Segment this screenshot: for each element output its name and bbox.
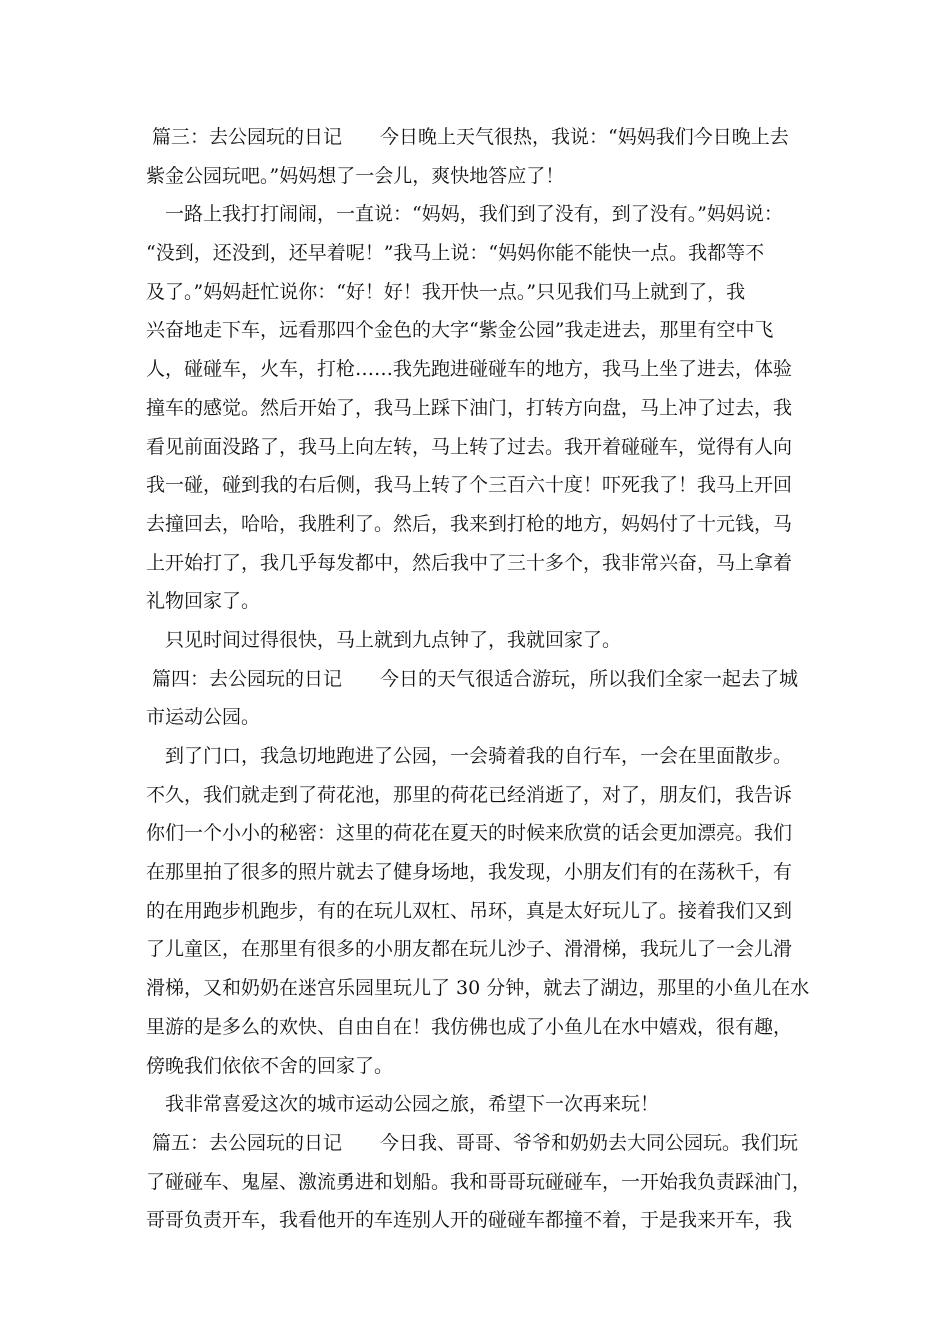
text-line: 市运动公园。 — [146, 706, 261, 729]
text-line: 在那里拍了很多的照片就去了健身场地，我发现，小朋友们有的在荡秋千，有 — [146, 861, 793, 884]
text-line: 滑梯，又和奶奶在迷宫乐园里玩儿了 30 分钟，就去了湖边，那里的小鱼儿在水 — [146, 977, 810, 1000]
text-line: 只见时间过得很快，马上就到九点钟了，我就回家了。 — [146, 628, 622, 651]
text-line: 人，碰碰车，火车，打枪……我先跑进碰碰车的地方，我马上坐了进去，体验 — [146, 358, 793, 381]
text-line: 紫金公园玩吧。”妈妈想了一会儿，爽快地答应了！ — [146, 164, 565, 187]
text-line: 的在用跑步机跑步，有的在玩儿双杠、吊环，真是太好玩儿了。接着我们又到 — [146, 899, 793, 922]
text-line: 一路上我打打闹闹，一直说：“妈妈，我们到了没有，到了没有。”妈妈说： — [146, 203, 783, 226]
text-line: 了碰碰车、鬼屋、激流勇进和划船。我和哥哥玩碰碰车，一开始我负责踩油门， — [146, 1170, 812, 1193]
text-line: 撞车的感觉。然后开始了，我马上踩下油门，打转方向盘，马上冲了过去，我 — [146, 396, 793, 419]
text-line: 去撞回去，哈哈，我胜利了。然后，我来到打枪的地方，妈妈付了十元钱，马 — [146, 512, 793, 535]
text-line: “没到，还没到，还早着呢！”我马上说：“妈妈你能不能快一点。我都等不 — [146, 242, 765, 265]
text-line: 不久，我们就走到了荷花池，那里的荷花已经消逝了，对了，朋友们，我告诉 — [146, 783, 793, 806]
text-line: 上开始打了，我几乎每发都中，然后我中了三十多个，我非常兴奋，马上拿着 — [146, 551, 793, 574]
text-line: 到了门口，我急切地跑进了公园，一会骑着我的自行车，一会在里面散步。 — [146, 745, 793, 767]
text-line: 你们一个小小的秘密：这里的荷花在夏天的时候来欣赏的话会更加漂亮。我们 — [146, 822, 793, 845]
text-line: 我非常喜爱这次的城市运动公园之旅，希望下一次再来玩！ — [146, 1093, 660, 1116]
text-line: 看见前面没路了，我马上向左转，马上转了过去。我开着碰碰车，觉得有人向 — [146, 435, 793, 458]
text-line: 及了。”妈妈赶忙说你：“好！好！我开快一点。”只见我们马上就到了，我 — [146, 280, 746, 303]
text-line: 我一碰，碰到我的右后侧，我马上转了个三百六十度！吓死我了！我马上开回 — [146, 474, 793, 497]
text-line: 礼物回家了。 — [146, 590, 261, 613]
text-line: 篇五：去公园玩的日记 今日我、哥哥、爷爷和奶奶去大同公园玩。我们玩 — [146, 1131, 799, 1154]
diary-text-body — [146, 118, 826, 1240]
text-line: 篇三：去公园玩的日记 今日晚上天气很热，我说：“妈妈我们今日晚上去 — [146, 126, 789, 148]
text-line: 里游的是多么的欢快、自由自在！我仿佛也成了小鱼儿在水中嬉戏，很有趣， — [146, 1015, 793, 1038]
text-line: 了儿童区，在那里有很多的小朋友都在玩儿沙子、滑滑梯，我玩儿了一会儿滑 — [146, 938, 793, 961]
text-line: 篇四：去公园玩的日记 今日的天气很适合游玩，所以我们全家一起去了城 — [146, 667, 799, 690]
text-line: 傍晚我们依依不舍的回家了。 — [146, 1054, 394, 1077]
text-line: 哥哥负责开车，我看他开的车连别人开的碰碰车都撞不着，于是我来开车，我 — [146, 1209, 793, 1232]
text-line: 兴奋地走下车，远看那四个金色的大字“紫金公园”我走进去，那里有空中飞 — [146, 319, 774, 342]
